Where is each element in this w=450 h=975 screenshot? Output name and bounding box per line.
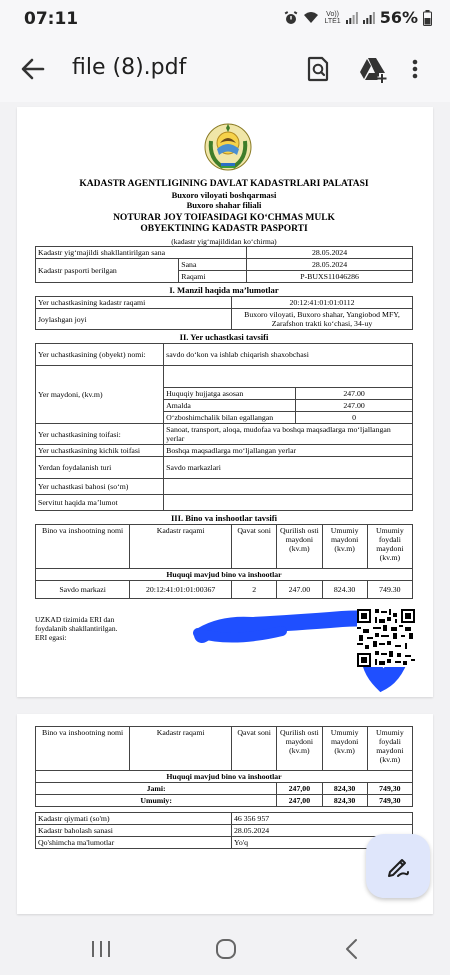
table-row: Yer maydoni, (kv.m)	[36, 366, 413, 388]
table-row: Qo'shimcha ma'lumotlar Yo'q	[36, 837, 413, 849]
app-bar	[0, 36, 450, 102]
status-time: 07:11	[24, 9, 79, 29]
table-row: Joylashgan joyi Buxoro viloyati, Buxoro shahar, Yangiobod MFY, Zarafshon trakti ko‘chasi, 34-uy	[36, 309, 413, 330]
section-1-title: I. Manzil haqida ma’lumotlar	[169, 285, 279, 295]
qr-code	[357, 609, 415, 667]
status-icons	[284, 8, 432, 27]
table-row: Raqami P-BUXS11046286	[36, 271, 413, 283]
table-row: Amalda 247.00	[36, 400, 413, 412]
valuation-table	[35, 812, 413, 849]
state-emblem-icon	[203, 121, 253, 173]
pdf-page-1[interactable]	[17, 107, 433, 697]
land-table	[35, 343, 413, 511]
drive-add-icon[interactable]	[358, 54, 388, 84]
info-table	[35, 246, 413, 283]
eri-owner-label: ERI egasi:	[35, 633, 67, 642]
table-row: Bino va inshootning nomi Kadastr raqami Qavat soni Qurilish osti maydoni (kv.m) Umumiy maydoni (kv.m) Umumiy foydali maydoni (kv.m)	[36, 525, 413, 569]
recent-apps-icon[interactable]	[90, 938, 112, 960]
more-options-icon[interactable]	[410, 54, 420, 84]
table-row: Yer uchastkasining kichik toifasi Boshqa maqsadlarga mo‘ljallangan yerlar	[36, 445, 413, 457]
alarm-icon	[284, 11, 298, 25]
table-row: Yerdan foydalanish turi Savdo markazlari	[36, 457, 413, 479]
table-row: Bino va inshootning nomi Kadastr raqami Qavat soni Qurilish osti maydoni (kv.m) Umumiy maydoni (kv.m) Umumiy foydali maydoni (kv.m)	[36, 727, 413, 771]
search-document-icon[interactable]	[303, 54, 333, 84]
wifi-icon	[303, 11, 319, 24]
annotate-fab[interactable]	[366, 834, 430, 898]
table-row: Huquqiy hujjatga asosan 247.00	[36, 388, 413, 400]
table-row: Servitut haqida ma’lumot	[36, 495, 413, 511]
signal-icon	[346, 12, 358, 24]
table-row: Huquqi mavjud bino va inshootlar	[36, 771, 413, 783]
table-row: Savdo markazi 20:12:41:01:01:00367 2 247.00 824.30 749.30	[36, 581, 413, 599]
back-nav-icon[interactable]	[340, 937, 364, 961]
eri-note	[35, 615, 145, 642]
branch-name: Buxoro shahar filiali	[186, 200, 262, 210]
table-row: Yer uchastkasi bahosi (so‘m)	[36, 479, 413, 495]
table-row: Umumiy: 247,00 824,30 749,30	[36, 795, 413, 807]
document-title-2: OBYEKTINING KADASTR PASPORTI	[140, 224, 308, 234]
table-row: Kadastr yig‘majildi shakllantirilgan sana 28.05.2024	[36, 247, 413, 259]
buildings-table	[35, 524, 413, 599]
status-bar	[0, 0, 450, 36]
file-title: file (8).pdf	[72, 55, 187, 80]
table-row: Kadastr qiymati (so'm) 46 356 957	[36, 813, 413, 825]
table-row: Huquqi mavjud bino va inshootlar	[36, 569, 413, 581]
system-nav-bar	[0, 922, 450, 975]
totals-table	[35, 726, 413, 807]
back-arrow-icon[interactable]	[20, 56, 46, 82]
org-name: KADASTR AGENTLIGINING DAVLAT KADASTRLARI PALATASI	[79, 179, 369, 189]
table-row: Yer uchastkasining (obyekt) nomi: savdo do‘kon va ishlab chiqarish shaxobchasi	[36, 344, 413, 366]
section-2-title: II. Yer uchastkasi tavsifi	[179, 332, 269, 342]
info-table-block	[35, 246, 413, 599]
battery-icon	[423, 10, 432, 26]
address-table	[35, 296, 413, 330]
table-row: Yer uchastkasining kadastr raqami 20:12:41:01:01:0112	[36, 297, 413, 309]
table-row: Kadastr pasporti berilgan Sana 28.05.2024	[36, 259, 413, 271]
document-title-1: NOTURAR JOY TOIFASIDAGI KO‘CHMAS MULK	[113, 213, 335, 223]
eri-text: UZKAD tizimida ERI dan foydalanib shakllantirilgan.	[35, 615, 118, 633]
battery-level: 56%	[379, 8, 418, 27]
document-subtitle: (kadastr yig‘majildidan ko‘chirma)	[171, 237, 277, 246]
document-header	[35, 179, 413, 246]
home-icon[interactable]	[214, 937, 238, 961]
totals-block	[35, 726, 413, 849]
table-row: Jami: 247,00 824,30 749,30	[36, 783, 413, 795]
volte-indicator: Vo)) LTE1	[324, 10, 341, 25]
signal-icon-2	[363, 12, 375, 24]
table-row: Yer uchastkasining toifasi: Sanoat, transport, aloqa, mudofaa va boshqa maqsadlarga mo‘ljallangan yerlar	[36, 424, 413, 445]
pen-edit-icon	[384, 852, 412, 880]
region-name: Buxoro viloyati boshqarmasi	[171, 190, 277, 200]
section-3-title: III. Bino va inshootlar tavsifi	[170, 513, 278, 523]
table-row: Kadastr baholash sanasi 28.05.2024	[36, 825, 413, 837]
table-row: O‘zboshimchalik bilan egallangan 0	[36, 412, 413, 424]
